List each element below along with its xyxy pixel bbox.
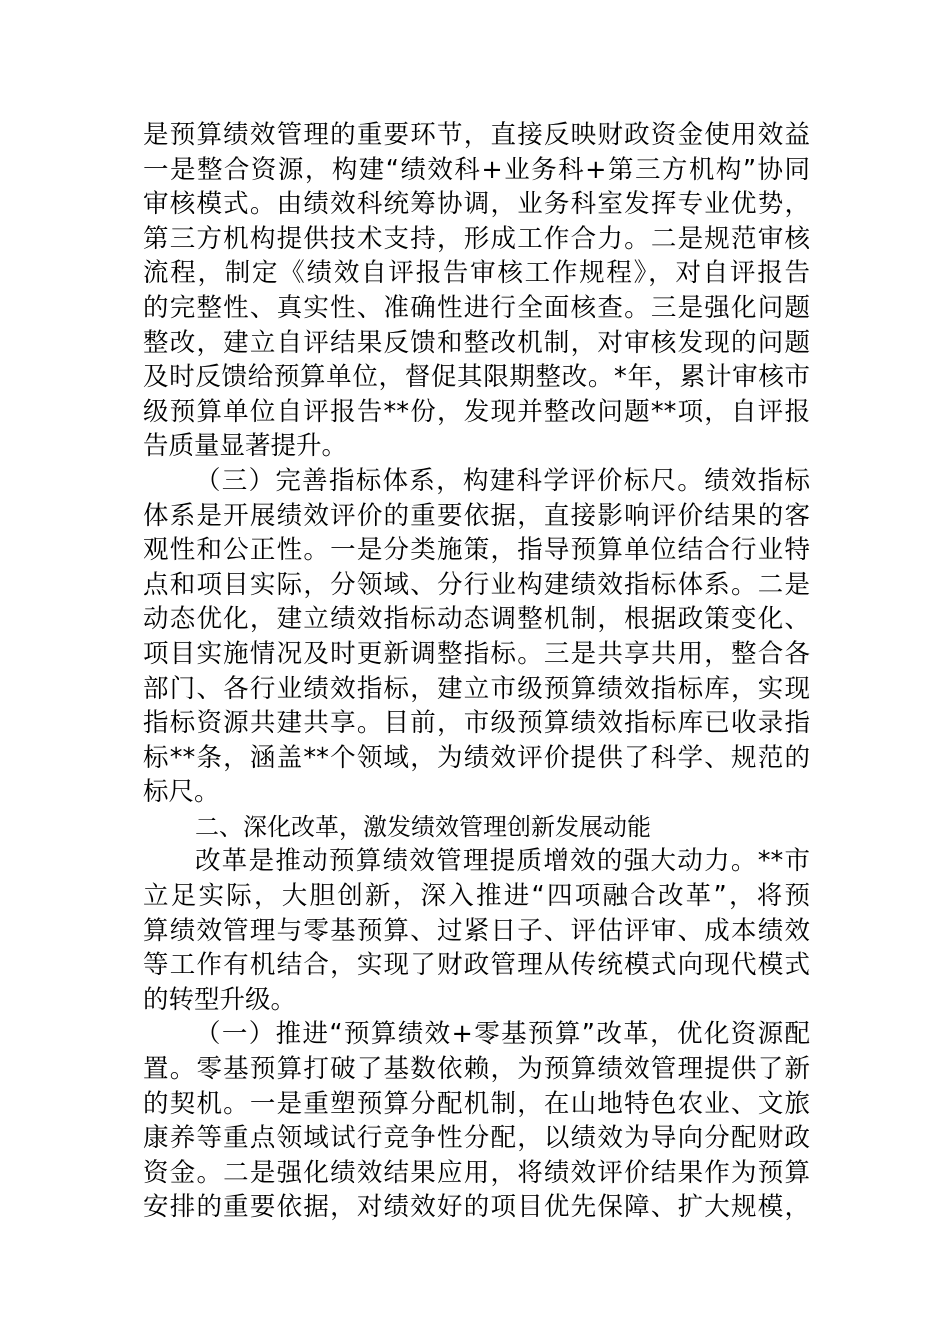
paragraph-line: 一是整合资源，构建“绩效科+业务科+第三方机构”协同 (143, 154, 810, 185)
paragraph-line: 安排的重要依据，对绩效好的项目优先保障、扩大规模， (143, 1192, 810, 1223)
paragraph-line: 观性和公正性。一是分类施策，指导预算单位结合行业特 (143, 535, 810, 566)
paragraph-line: 等工作有机结合，实现了财政管理从传统模式向现代模式 (143, 950, 810, 981)
paragraph-line: 标**条，涵盖**个领域，为绩效评价提供了科学、规范的 (143, 742, 810, 773)
paragraph-line: 康养等重点领域试行竞争性分配，以绩效为导向分配财政 (143, 1123, 810, 1154)
paragraph-line: 资金。二是强化绩效结果应用，将绩效评价结果作为预算 (143, 1157, 810, 1188)
paragraph-line: 动态优化，建立绩效指标动态调整机制，根据政策变化、 (143, 604, 810, 635)
paragraph-line: 级预算单位自评报告**份，发现并整改问题**项，自评报 (143, 396, 810, 427)
paragraph-line: 及时反馈给预算单位，督促其限期整改。*年，累计审核市 (143, 362, 810, 393)
paragraph-line: 部门、各行业绩效指标，建立市级预算绩效指标库，实现 (143, 673, 810, 704)
paragraph-line: 项目实施情况及时更新调整指标。三是共享共用，整合各 (143, 638, 810, 669)
paragraph-line: 整改，建立自评结果反馈和整改机制，对审核发现的问题 (143, 327, 810, 358)
paragraph-line: 的转型升级。 (143, 984, 297, 1015)
paragraph-first-line: （一）推进“预算绩效+零基预算”改革，优化资源配 (195, 1019, 810, 1050)
paragraph-line: 流程，制定《绩效自评报告审核工作规程》，对自评报告 (143, 258, 810, 289)
paragraph-line: 的完整性、真实性、准确性进行全面核查。三是强化问题 (143, 292, 810, 323)
paragraph-line: 是预算绩效管理的重要环节，直接反映财政资金使用效益 (143, 120, 810, 150)
paragraph-line: 指标资源共建共享。目前，市级预算绩效指标库已收录指 (143, 708, 810, 739)
paragraph-line: 第三方机构提供技术支持，形成工作合力。二是规范审核 (143, 223, 810, 254)
paragraph-first-line: 改革是推动预算绩效管理提质增效的强大动力。**市 (195, 846, 810, 877)
document-page (143, 118, 810, 1225)
paragraph-line: 点和项目实际，分领域、分行业构建绩效指标体系。二是 (143, 569, 810, 600)
paragraph-line: 审核模式。由绩效科统筹协调，业务科室发挥专业优势， (143, 189, 810, 220)
paragraph-line: 告质量显著提升。 (143, 431, 348, 462)
paragraph-line: 体系是开展绩效评价的重要依据，直接影响评价结果的客 (143, 500, 810, 531)
paragraph-line: 标尺。 (143, 777, 220, 808)
paragraph-first-line: （三）完善指标体系，构建科学评价标尺。绩效指标 (195, 465, 810, 496)
section-heading: 二、深化改革，激发绩效管理创新发展动能 (195, 812, 651, 841)
paragraph-line: 算绩效管理与零基预算、过紧日子、评估评审、成本绩效 (143, 915, 810, 946)
paragraph-line: 立足实际，大胆创新，深入推进“四项融合改革”，将预 (143, 881, 810, 912)
paragraph-line: 置。零基预算打破了基数依赖，为预算绩效管理提供了新 (143, 1054, 810, 1085)
paragraph-line: 的契机。一是重塑预算分配机制，在山地特色农业、文旅 (143, 1088, 810, 1119)
